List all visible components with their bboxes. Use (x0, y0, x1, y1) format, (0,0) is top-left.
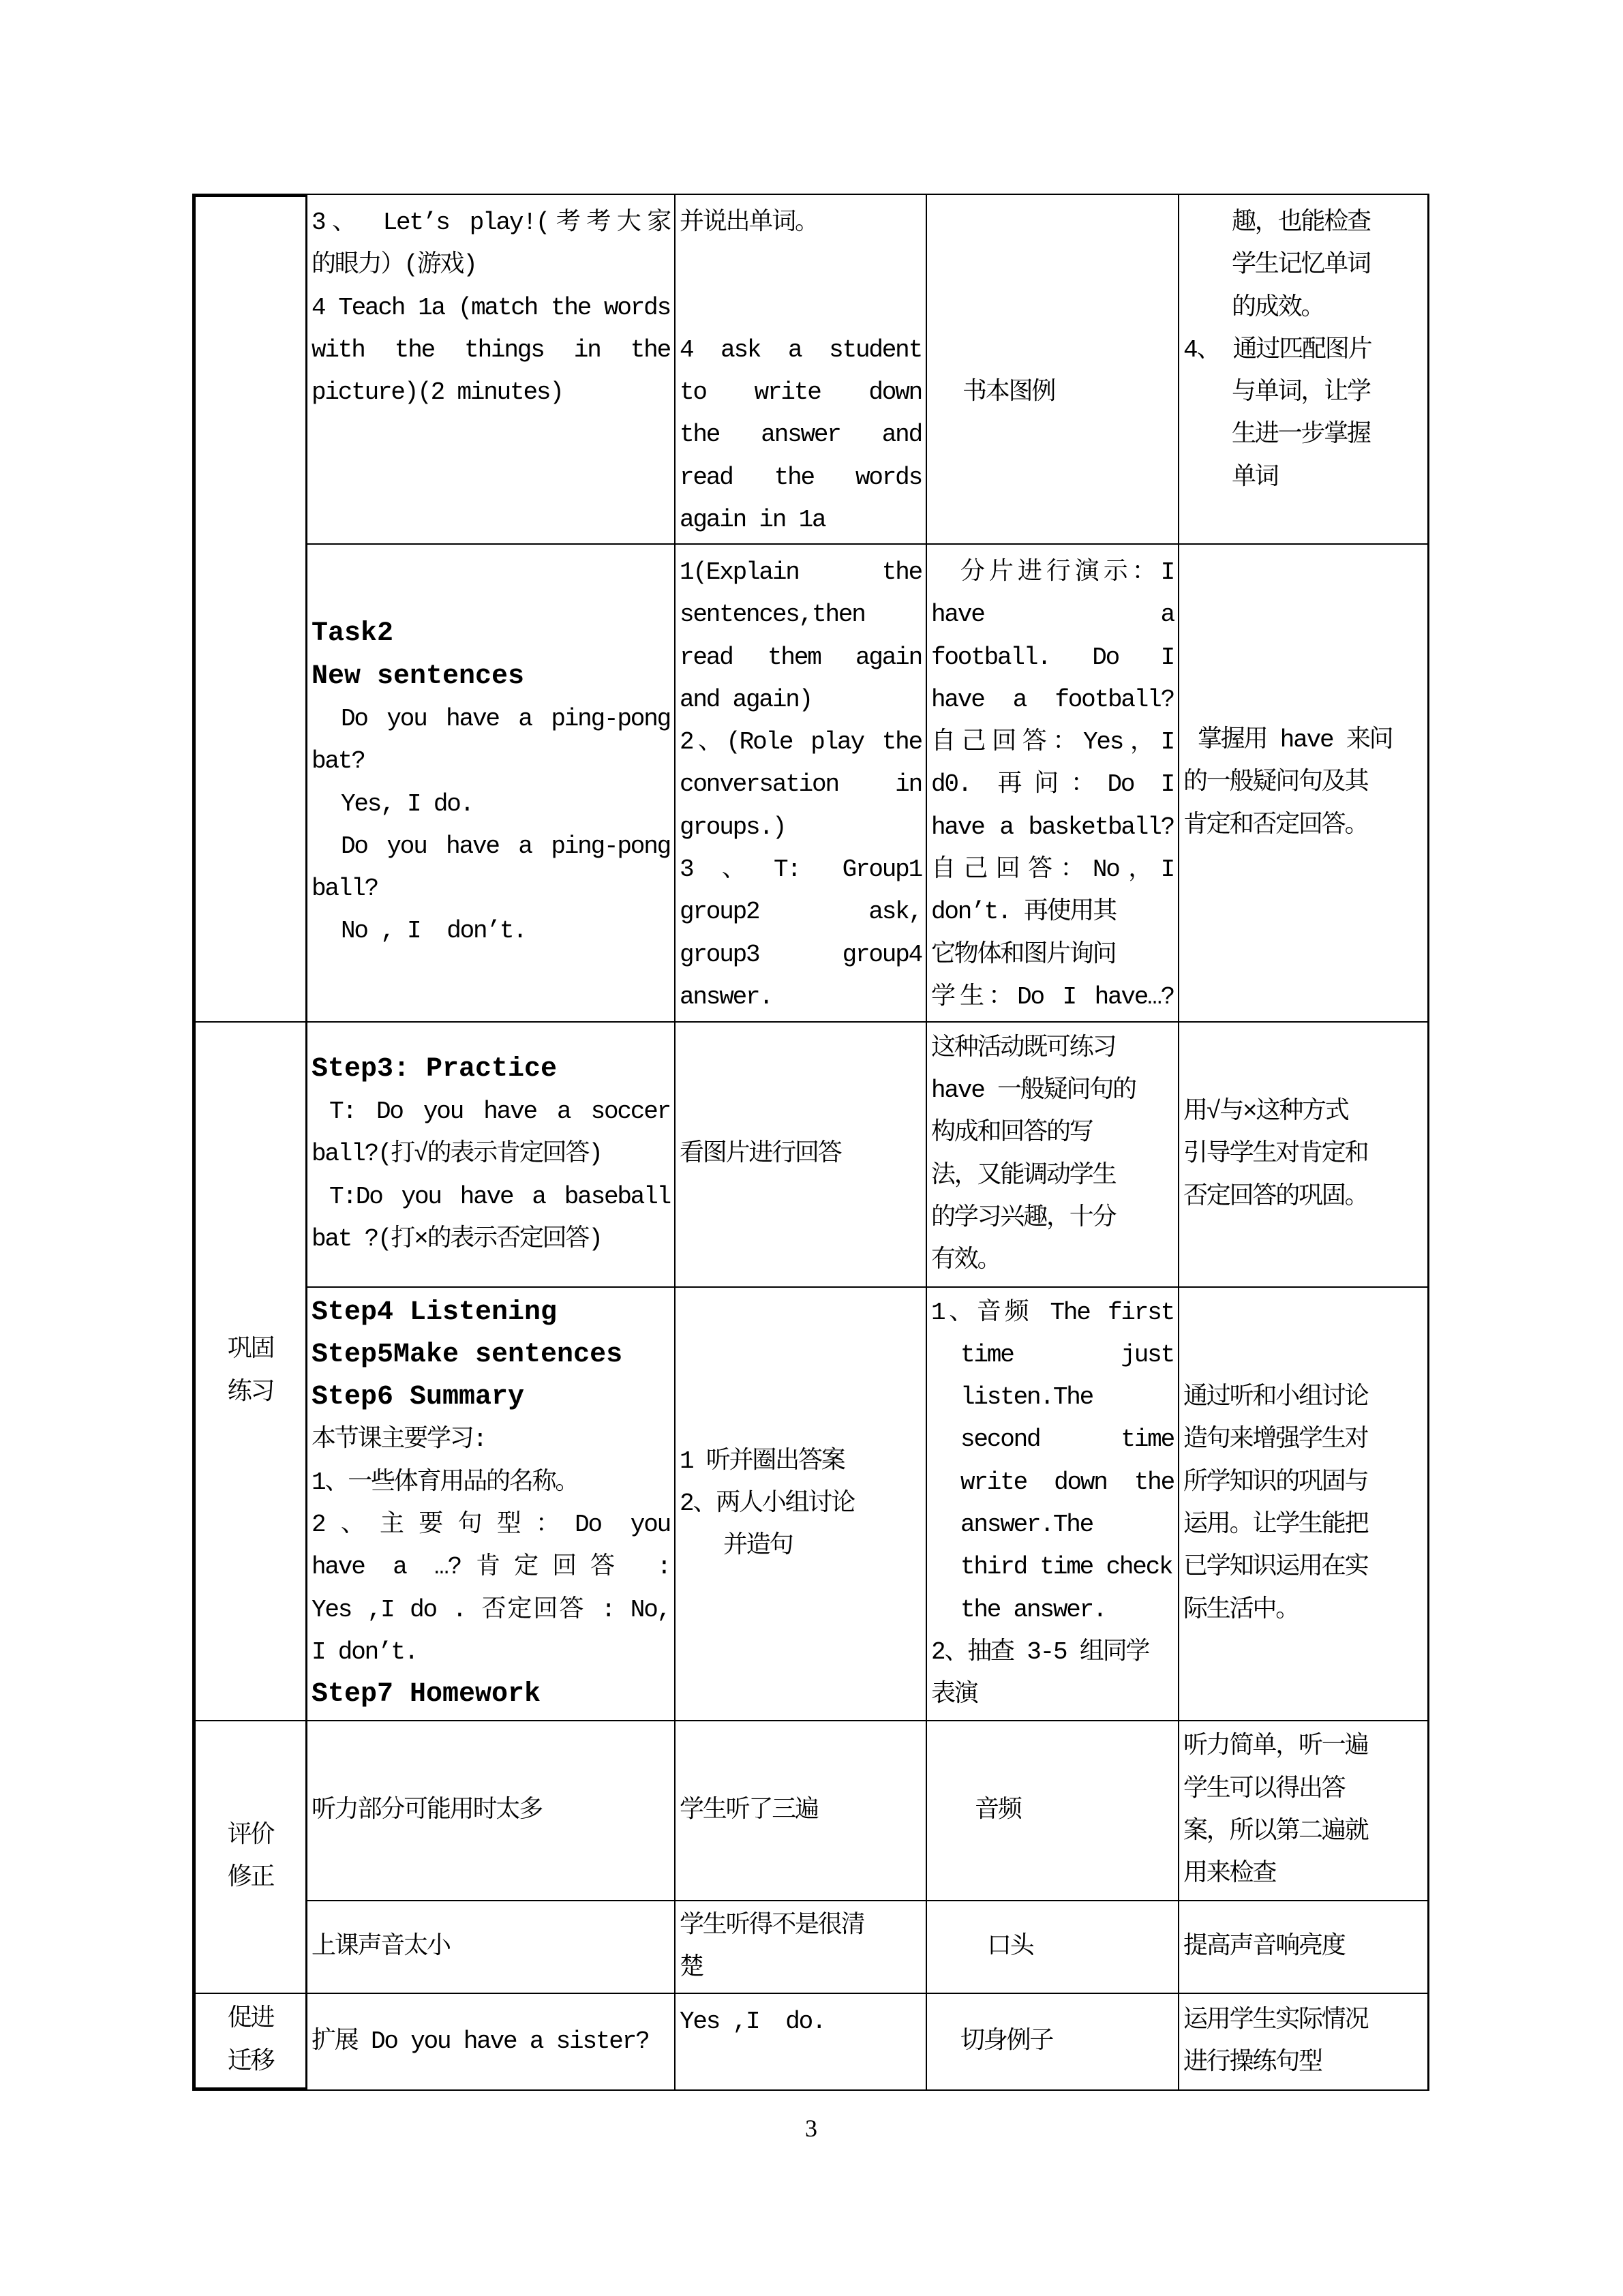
cell-teacher-activity (307, 1023, 676, 1288)
lesson-plan-table (192, 194, 1429, 2091)
text-line: 与单词，让学 (1232, 378, 1370, 407)
text-line: 这种活动既可练习 (931, 1033, 1116, 1062)
text-line: ball?(打√的表示肯定回答) (312, 1140, 602, 1168)
text-line: 所学知识的巩固与 (1183, 1468, 1368, 1496)
cell-media (927, 194, 1179, 545)
text-line: again in 1a (680, 506, 825, 534)
text-line: 否定回答的巩固。 (1183, 1182, 1368, 1211)
stage-label: 促进 (227, 2005, 274, 2034)
text-line: 的眼力）(游戏) (312, 251, 476, 280)
text-line: Yes ,I do. (680, 2008, 825, 2036)
cell-design-purpose (1179, 1288, 1429, 1721)
cell-student-activity (676, 1721, 927, 1901)
cell-media (927, 1288, 1179, 1721)
text-line: 上课声音太小 (312, 1932, 450, 1961)
text-line: 3、 Let’s play!(考考大家 (312, 209, 670, 237)
text-line: 1、一些体育用品的名称。 (312, 1468, 579, 1496)
text-line: T:Do you have a baseball (329, 1182, 670, 1211)
text-line: read the words (680, 463, 922, 492)
text-line: picture)(2 minutes) (312, 378, 563, 407)
section-heading: New sentences (312, 661, 525, 692)
text-line: 分片进行演示：I (960, 558, 1174, 586)
text-line: group2 ask, (680, 898, 922, 926)
text-line: bat? (312, 747, 365, 776)
text-line: listen.The (960, 1383, 1093, 1412)
cell-student-activity (676, 1288, 927, 1721)
text-line: football. Do I (931, 643, 1174, 671)
text-line: 2、(Role play the (680, 728, 922, 757)
text-line: 案，所以第二遍就 (1183, 1817, 1368, 1845)
text-line: and again) (680, 685, 813, 714)
text-line: Do you have a ping-pong (341, 832, 670, 860)
text-line: groups.) (680, 813, 786, 841)
stage-cell-transfer (192, 1994, 307, 2091)
stage-cell-consolidation (192, 1023, 307, 1721)
cell-teacher-activity (307, 545, 676, 1023)
text-line: 生进一步掌握 (1232, 421, 1370, 449)
text-line: 的学习兴趣，十分 (931, 1203, 1116, 1232)
text-line: 学生可以得出答 (1183, 1774, 1345, 1803)
text-line: 1 听并圈出答案 (680, 1447, 845, 1475)
text-line: 2、抽查 3-5 组同学 (931, 1637, 1149, 1666)
text-line: 学生：Do I have…? (931, 982, 1174, 1011)
text-line: 运用。让学生能把 (1183, 1511, 1368, 1539)
text-line: conversation in (680, 770, 922, 799)
cell-media (927, 545, 1179, 1023)
text-line: 书本图例 (962, 378, 1055, 407)
cell-student-activity (676, 545, 927, 1023)
text-line: the answer and (680, 421, 922, 449)
text-line: the answer. (960, 1595, 1106, 1624)
text-line: 有效。 (931, 1246, 1001, 1275)
text-line: 引导学生对肯定和 (1183, 1140, 1368, 1168)
text-line: with the things in the (312, 335, 670, 364)
text-line: d0. 再问：Do I (931, 770, 1174, 799)
text-line: group3 group4 (680, 940, 922, 969)
section-heading: Step5Make sentences (312, 1339, 623, 1370)
cell-design-purpose (1179, 1901, 1429, 1994)
text-line: 学生听得不是很清 (680, 1911, 864, 1939)
text-line: 切身例子 (960, 2027, 1053, 2055)
text-line: 口头 (987, 1932, 1033, 1961)
text-line: Yes, I do. (341, 789, 474, 818)
text-line: ball? (312, 875, 378, 903)
section-heading: Step3: Practice (312, 1053, 558, 1085)
cell-student-activity (676, 1901, 927, 1994)
text-line: don’t. 再使用其 (931, 898, 1117, 926)
text-line: third time check (960, 1553, 1172, 1582)
text-line: I don’t. (312, 1637, 418, 1666)
text-line: 扩展 Do you have a sister? (312, 2027, 649, 2055)
text-line: 趣，也能检查 (1232, 209, 1370, 237)
text-line: 的一般疑问句及其 (1183, 768, 1368, 797)
text-line: T: Do you have a soccer (329, 1098, 670, 1126)
text-line: have a …?肯定回答 : (312, 1553, 670, 1582)
text-line: 本节课主要学习: (312, 1425, 487, 1454)
section-heading: Step7 Homework (312, 1679, 541, 1710)
stage-cell-empty (192, 194, 307, 1023)
text-line: 看图片进行回答 (680, 1140, 841, 1168)
text-line: sentences,then (680, 601, 865, 629)
text-line: Do you have a ping-pong (341, 704, 670, 733)
text-line: 楚 (680, 1954, 703, 1982)
text-line: 2、两人小组讨论 (680, 1489, 855, 1517)
text-line: 法，又能调动学生 (931, 1161, 1116, 1190)
text-line: 音频 (975, 1796, 1021, 1824)
cell-student-activity (676, 1023, 927, 1288)
section-heading: Task2 (312, 618, 394, 650)
cell-design-purpose (1179, 1721, 1429, 1901)
text-line: 它物体和图片询问 (931, 940, 1116, 969)
text-line: have a (931, 601, 1174, 629)
text-line: 听力部分可能用时太多 (312, 1796, 543, 1824)
text-line: 掌握用 have 来问 (1198, 726, 1393, 755)
stage-label: 练习 (227, 1378, 274, 1406)
text-line: 学生听了三遍 (680, 1796, 818, 1824)
text-line: have a football? (931, 685, 1174, 714)
cell-teacher-activity (307, 194, 676, 545)
text-line: to write down (680, 378, 922, 407)
section-heading: Step6 Summary (312, 1382, 525, 1413)
stage-label: 修正 (227, 1864, 274, 1892)
cell-design-purpose (1179, 1023, 1429, 1288)
cell-media (927, 1901, 1179, 1994)
text-line: 际生活中。 (1183, 1595, 1299, 1624)
text-line: second time (960, 1425, 1174, 1454)
cell-design-purpose (1179, 1994, 1429, 2091)
text-line: write down the (960, 1468, 1174, 1496)
text-line: 3、T: Group1 (680, 856, 922, 884)
cell-teacher-activity (307, 1288, 676, 1721)
text-line: 1(Explain the (680, 558, 922, 586)
text-line: 单词 (1232, 463, 1278, 492)
cell-teacher-activity (307, 1994, 676, 2091)
text-line: 自己回答：No，I (931, 856, 1174, 884)
text-line: answer.The (960, 1511, 1093, 1539)
text-line: 进行操练句型 (1183, 2049, 1322, 2076)
stage-label: 巩固 (227, 1335, 274, 1364)
text-line: 造句来增强学生对 (1183, 1425, 1368, 1454)
text-line: bat ?(打×的表示否定回答) (312, 1224, 602, 1253)
text-line: 用来检查 (1183, 1860, 1276, 1888)
cell-teacher-activity (307, 1901, 676, 1994)
text-line: 提高声音响亮度 (1183, 1932, 1345, 1961)
text-line: 4 ask a student (680, 335, 922, 364)
cell-media (927, 1994, 1179, 2091)
text-line: 构成和回答的写 (931, 1119, 1093, 1147)
stage-label: 迁移 (227, 2047, 274, 2076)
text-line: have a basketball? (931, 813, 1174, 841)
cell-design-purpose (1179, 194, 1429, 545)
text-line: 4、 通过匹配图片 (1183, 335, 1371, 364)
text-line: 并造句 (723, 1532, 793, 1560)
text-line: 肯定和否定回答。 (1183, 811, 1368, 839)
text-line: 并说出单词。 (680, 209, 818, 237)
text-line: 4 Teach 1a (match the words (312, 293, 670, 322)
stage-cell-evaluation (192, 1721, 307, 1994)
section-heading: Step4 Listening (312, 1297, 558, 1328)
text-line: 表演 (931, 1680, 977, 1709)
text-line: 的成效。 (1232, 293, 1324, 322)
text-line: Yes ,I do . 否定回答 : No, (312, 1595, 670, 1624)
text-line: 学生记忆单词 (1232, 251, 1370, 280)
text-line: 1、音频 The first (931, 1298, 1174, 1327)
text-line: read them again (680, 643, 922, 671)
text-line: time just (960, 1340, 1174, 1369)
cell-media (927, 1023, 1179, 1288)
text-line: 已学知识运用在实 (1183, 1553, 1368, 1582)
cell-media (927, 1721, 1179, 1901)
text-line: No , I don’t. (341, 917, 526, 946)
cell-student-activity (676, 1994, 927, 2091)
text-line: 自己回答：Yes，I (931, 728, 1174, 757)
cell-student-activity (676, 194, 927, 545)
text-line: have 一般疑问句的 (931, 1076, 1136, 1104)
text-line: 通过听和小组讨论 (1183, 1383, 1368, 1412)
text-line: 运用学生实际情况 (1183, 2006, 1368, 2034)
stage-label: 评价 (227, 1821, 274, 1849)
page-number: 3 (805, 2115, 817, 2142)
cell-teacher-activity (307, 1721, 676, 1901)
text-line: 2、主要句型：Do you (312, 1511, 670, 1539)
cell-design-purpose (1179, 545, 1429, 1023)
text-line: 听力简单，听一遍 (1183, 1732, 1368, 1761)
text-line: answer. (680, 982, 772, 1011)
text-line: 用√与×这种方式 (1183, 1098, 1348, 1126)
